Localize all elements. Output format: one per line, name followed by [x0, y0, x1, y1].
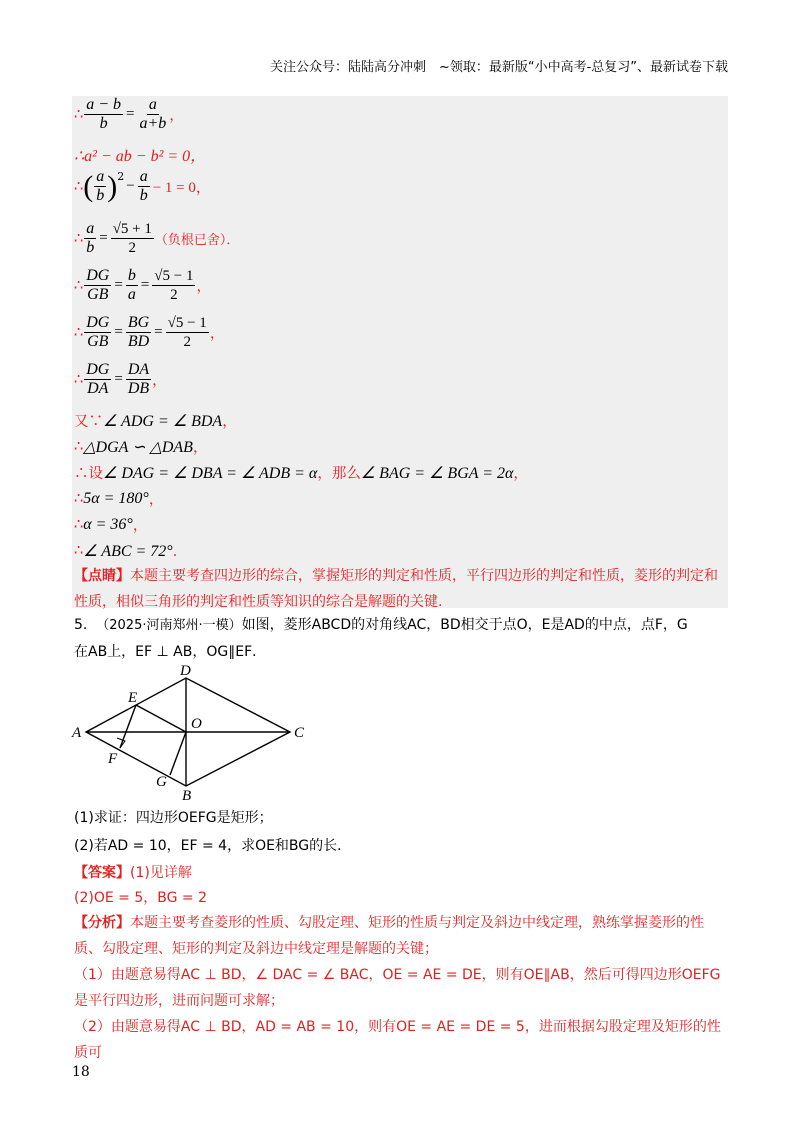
step-6: ∴ $\frac{DG}{GB}$ = $\frac{BG}{BD}$ = $\frac{√5 - 1}{2}$ ， [74, 314, 225, 350]
analysis-part-2: （2）由题意易得AC ⊥ BD，AD = AB = 10，则有OE = AE = DE = 5，进而根据勾股定理及矩形的性质可 [74, 1019, 721, 1061]
problem-statement: 5. （2025·河南郑州·一模）如图，菱形ABCD的对角线AC，BD相交于点O，E是AD的中点，点F，G 在AB上，EF ⊥ AB，OG∥EF． [74, 617, 688, 660]
step-9: ∴ △DGA ∽ △DAB ， [74, 438, 208, 456]
step-8: 又∵ ∠ ADG = ∠ BDA ， [74, 412, 237, 430]
answer-line-2: (2)OE = 5，BG = 2 [74, 890, 207, 906]
question-1: (1)求证：四边形OEFG是矩形； [74, 810, 273, 826]
segment-ef [120, 705, 136, 748]
analysis-part-1: （1）由题意易得AC ⊥ BD，∠ DAC = ∠ BAC，OE = AE = DE，则有OE∥AB，然后可得四边形OEFG是平行四边形，进而问题可求解； [74, 967, 721, 1009]
step-10: ∴设 ∠ DAG = ∠ DBA = ∠ ADB = α ，那么 ∠ BAG = ∠ BGA = 2α ， [74, 464, 528, 482]
segment-og [170, 732, 186, 775]
label-e: E [128, 690, 138, 706]
label-f: F [108, 751, 118, 767]
step-5: ∴ $\frac{DG}{GB}$ = $\frac{b}{a}$ = $\frac{√5 - 1}{2}$ ， [74, 267, 211, 303]
answer-line-1: 【答案】(1)见详解 [74, 865, 192, 881]
rhombus-figure [70, 662, 320, 802]
step-11: ∴ 5α = 180° ， [74, 489, 164, 508]
step-1: ∴ $\frac{a - b}{b}$ = $\frac{a}{a+b}$ ， [74, 96, 184, 132]
label-b: B [182, 788, 192, 802]
label-o: O [191, 716, 202, 732]
question-2: (2)若AD = 10，EF = 4，求OE和BG的长． [74, 838, 352, 854]
step-4: ∴ $\frac{a}{b}$ = $\frac{√5 + 1}{2}$ （负根已舍）． [74, 220, 240, 256]
analysis-paragraph: 【分析】本题主要考查菱形的性质、勾股定理、矩形的性质与判定及斜边中线定理，熟练掌握菱形的性质、勾股定理、矩形的判定及斜边中线定理是解题的关键； [74, 915, 704, 957]
step-3: ∴ ( $\frac{a}{b}$ ) $^2$ − $\frac{a}{b}$ − 1 = 0， [74, 168, 211, 204]
label-a: A [72, 725, 82, 741]
step-13: ∴ ∠ ABC = 72° ． [74, 542, 188, 560]
page-header: 关注公众号：陆陆高分冲刺 ~领取：最新版“小中高考-总复习”、最新试卷下载 [269, 60, 728, 75]
segment-oe [136, 705, 186, 732]
step-2: ∴a² − ab − b² = 0， [74, 148, 207, 165]
label-g: G [156, 774, 167, 790]
label-c: C [294, 725, 305, 741]
comment-paragraph: 【点睛】本题主要考查四边形的综合，掌握矩形的判定和性质，平行四边形的判定和性质，菱形的判定和性质，相似三角形的判定和性质等知识的综合是解题的关键. [74, 568, 718, 610]
label-d: D [180, 663, 191, 679]
step-12: ∴ α = 36° ， [74, 515, 148, 534]
step-7: ∴ $\frac{DG}{DA}$ = $\frac{DA}{DB}$ ， [74, 361, 167, 397]
page-number: 18 [72, 1064, 90, 1080]
